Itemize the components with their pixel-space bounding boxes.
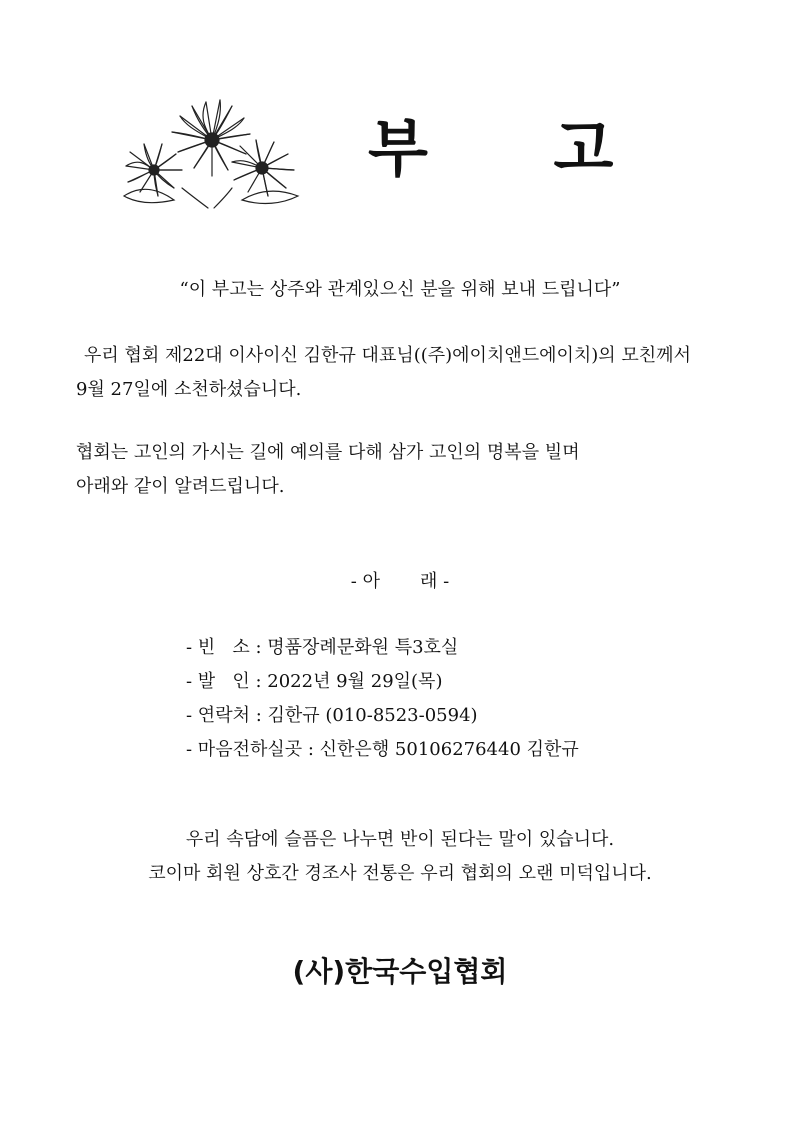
- detail-value: 신한은행 50106276440 김한규: [319, 739, 579, 760]
- chrysanthemum-illustration: [112, 92, 307, 212]
- detail-label: - 빈 소: [186, 637, 250, 658]
- section-heading: - 아 래 -: [350, 571, 450, 592]
- closing-text: [0, 823, 800, 891]
- details-list: [186, 631, 579, 767]
- paragraph-line: 협회는 고인의 가시는 길에 예의를 다해 삼가 고인의 명복을 빌며: [76, 442, 580, 463]
- detail-value: 명품장례문화원 특3호실: [267, 637, 459, 658]
- detail-label: - 연락처: [186, 705, 250, 726]
- detail-value: 김한규 (010-8523-0594): [267, 705, 478, 726]
- detail-row-venue: - 빈 소 : 명품장례문화원 특3호실: [186, 637, 459, 658]
- announcement-paragraph: [76, 339, 724, 407]
- detail-value: 2022년 9월 29일(목): [267, 671, 443, 692]
- detail-row-funeral: - 발 인 : 2022년 9월 29일(목): [186, 671, 443, 692]
- page-title: 부 고: [368, 112, 666, 185]
- closing-line: 코이마 회원 상호간 경조사 전통은 우리 협회의 오랜 미덕입니다.: [148, 863, 652, 884]
- detail-row-account: - 마음전하실곳 : 신한은행 50106276440 김한규: [186, 739, 579, 760]
- closing-line: 우리 속담에 슬픔은 나누면 반이 된다는 말이 있습니다.: [185, 829, 615, 850]
- detail-row-contact: - 연락처 : 김한규 (010-8523-0594): [186, 705, 478, 726]
- subtitle-quote: “이 부고는 상주와 관계있으신 분을 위해 보내 드립니다”: [179, 279, 621, 300]
- notice-paragraph: [76, 436, 724, 504]
- organization-name: (사)한국수입협회: [292, 955, 508, 988]
- paragraph-line: 아래와 같이 알려드립니다.: [76, 476, 285, 497]
- detail-label: - 발 인: [186, 671, 250, 692]
- detail-label: - 마음전하실곳: [186, 739, 303, 760]
- paragraph-line: 9월 27일에 소천하셨습니다.: [76, 379, 302, 400]
- paragraph-line: 우리 협회 제22대 이사이신 김한규 대표님((주)에이치앤드에이치)의 모친께서: [84, 345, 691, 366]
